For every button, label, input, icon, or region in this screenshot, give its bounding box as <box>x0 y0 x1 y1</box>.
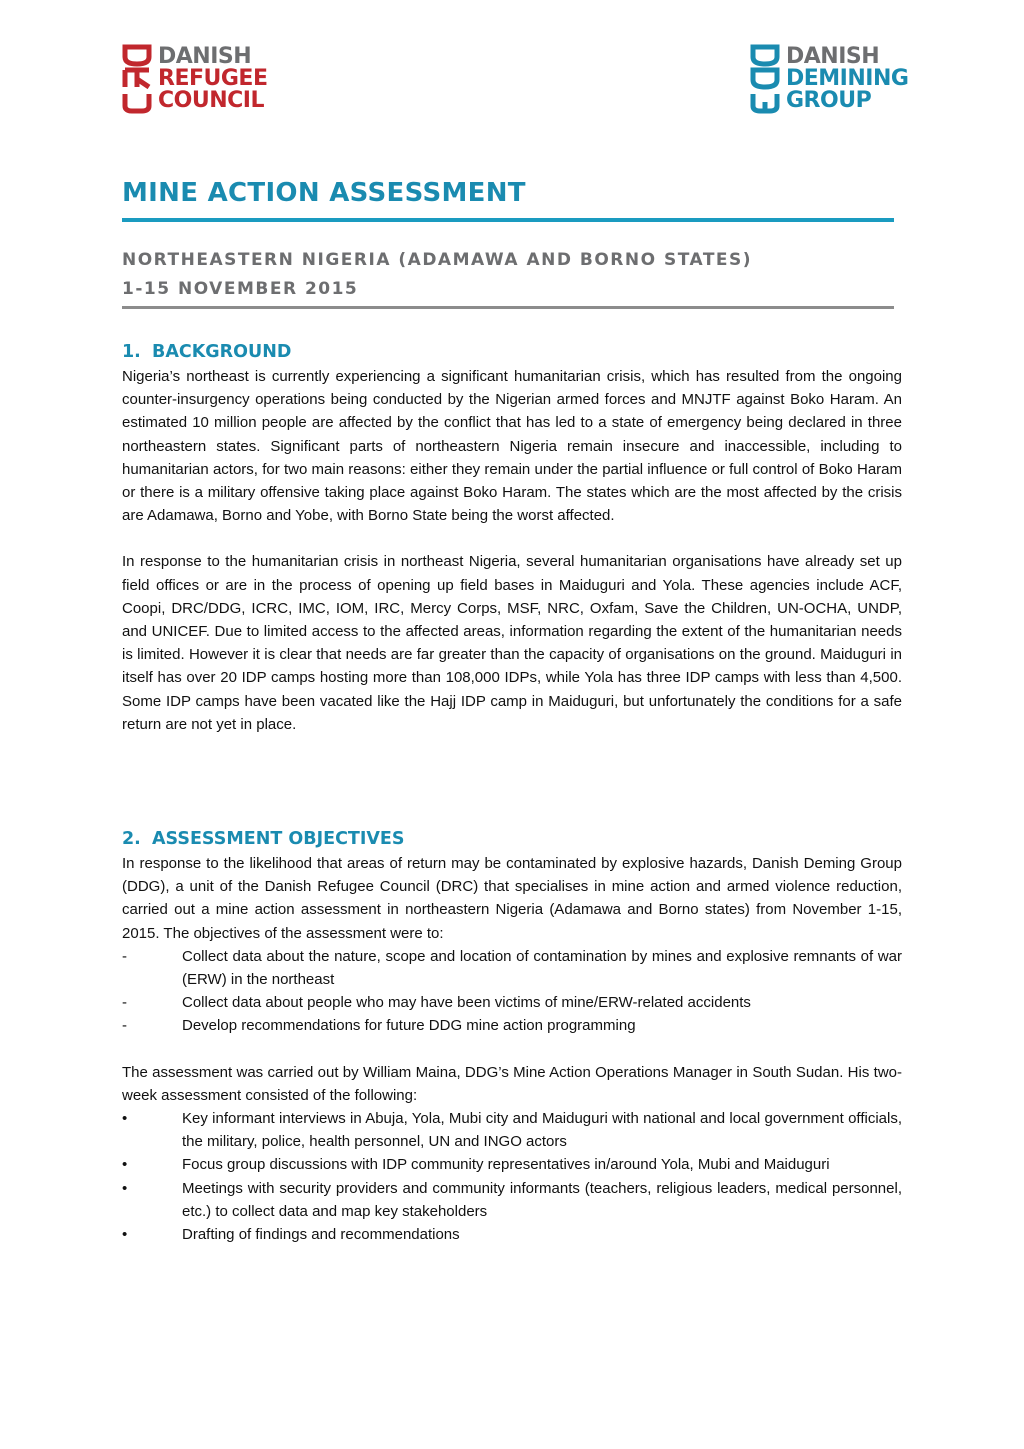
methods-list <box>122 1107 902 1246</box>
ddg-logo-line-1: DANISH <box>786 44 880 69</box>
list-item-text: Collect data about the nature, scope and location of contamination by mines and explosive remnants of war (ERW) in the northeast <box>182 947 902 989</box>
objectives-list <box>122 945 902 1038</box>
objectives-intro: In response to the likelihood that areas of return may be contaminated by explosive hazards, Danish Deming Group (DDG), a unit of the Danish Refugee Council (DRC) that specialises in mine action and armed violence reduction, carried out a mine action assessment in northeastern Nigeria (Adamawa and Borno states) from November 1-15, 2015. The objectives of the assessment were to: <box>122 855 902 942</box>
drc-logo-line-3: COUNCIL <box>158 88 264 113</box>
ddg-logo-text <box>786 46 908 112</box>
list-item <box>122 1014 902 1037</box>
list-item-text: Develop recommendations for future DDG mine action programming <box>182 1017 636 1035</box>
section-assessment-objectives <box>122 828 902 1246</box>
list-item <box>122 1177 902 1223</box>
drc-logo-line-1: DANISH <box>158 44 252 69</box>
list-item-text: Drafting of findings and recommendations <box>182 1226 460 1244</box>
bullet-marker: • <box>122 1110 128 1128</box>
list-item-text: Meetings with security providers and community informants (teachers, religious leaders, medical personnel, etc.) to collect data and map key stakeholders <box>182 1179 902 1220</box>
list-item <box>122 945 902 991</box>
dash-marker: - <box>122 994 127 1012</box>
ddg-logo-line-2: DEMINING <box>786 66 909 91</box>
list-item <box>122 1153 902 1176</box>
section-title: ASSESSMENT OBJECTIVES <box>152 829 405 849</box>
list-item <box>122 991 902 1014</box>
drc-logo-line-2: REFUGEE <box>158 66 268 91</box>
bullet-marker: • <box>122 1226 128 1244</box>
dash-marker: - <box>122 947 127 965</box>
ddg-logo-mark-icon <box>750 44 780 114</box>
drc-logo-text <box>158 46 267 112</box>
list-item-text: Key informant interviews in Abuja, Yola, Mubi city and Maiduguri with national and local government officials, the military, police, health personnel, UN and INGO actors <box>182 1110 902 1151</box>
method-intro: The assessment was carried out by William Maina, DDG’s Mine Action Operations Manager in South Sudan. His two-week assessment consisted of the following: <box>122 1063 902 1104</box>
background-paragraph-2: In response to the humanitarian crisis in northeast Nigeria, several humanitarian organisations have already set up field offices or are in the process of opening up field bases in Maiduguri and Yola. These agencies include ACF, Coopi, DRC/DDG, ICRC, IMC, IOM, IRC, Mercy Corps, MSF, NRC, Oxfam, Save the Children, UN-OCHA, UNDP, and UNICEF. Due to limited access to the affected areas, information regarding the extent of the humanitarian needs is limited. However it is clear that needs are far greater than the capacity of organisations on the ground. Maiduguri in itself has over 20 IDP camps hosting more than 108,000 IDPs, while Yola has three IDP camps with less than 4,500. Some IDP camps have been vacated like the Hajj IDP camp in Maiduguri, but unfortunately the conditions for a safe return are not yet in place. <box>122 553 902 733</box>
section-heading <box>122 828 902 852</box>
ddg-logo-line-3: GROUP <box>786 88 872 113</box>
bullet-marker: • <box>122 1179 128 1197</box>
subtitle-dates: 1-15 NOVEMBER 2015 <box>122 279 359 299</box>
list-item-text: Focus group discussions with IDP community representatives in/around Yola, Mubi and Maiduguri <box>182 1156 830 1174</box>
drc-logo-mark-icon <box>122 44 152 114</box>
section-background <box>122 341 902 736</box>
section-heading <box>122 341 902 365</box>
document-title: MINE ACTION ASSESSMENT <box>122 178 526 208</box>
section-number: 1. <box>122 342 141 362</box>
list-item-text: Collect data about people who may have been victims of mine/ERW-related accidents <box>182 994 751 1012</box>
drc-logo <box>122 44 267 114</box>
background-paragraph-1: Nigeria’s northeast is currently experiencing a significant humanitarian crisis, which has resulted from the ongoing counter-insurgency operations being conducted by the Nigerian armed forces and MNJTF against Boko Haram. An estimated 10 million people are affected by the conflict that has led to a state of emergency being declared in three northeastern states. Significant parts of northeastern Nigeria remain insecure and inaccessible, including to humanitarian actors, for two main reasons: either they remain under the partial influence or full control of Boko Haram or there is a military offensive taking place against Boko Haram. The states which are the most affected by the crisis are Adamawa, Borno and Yobe, with Borno State being the worst affected. <box>122 368 902 525</box>
section-title: BACKGROUND <box>152 342 292 362</box>
bullet-marker: • <box>122 1156 128 1174</box>
list-item <box>122 1223 902 1246</box>
document-subtitle <box>122 246 752 304</box>
subtitle-divider <box>122 306 894 309</box>
list-item <box>122 1107 902 1153</box>
subtitle-location: NORTHEASTERN NIGERIA (ADAMAWA AND BORNO STATES) <box>122 250 753 270</box>
ddg-logo <box>750 44 908 114</box>
title-divider <box>122 218 894 222</box>
dash-marker: - <box>122 1017 127 1035</box>
section-number: 2. <box>122 829 141 849</box>
